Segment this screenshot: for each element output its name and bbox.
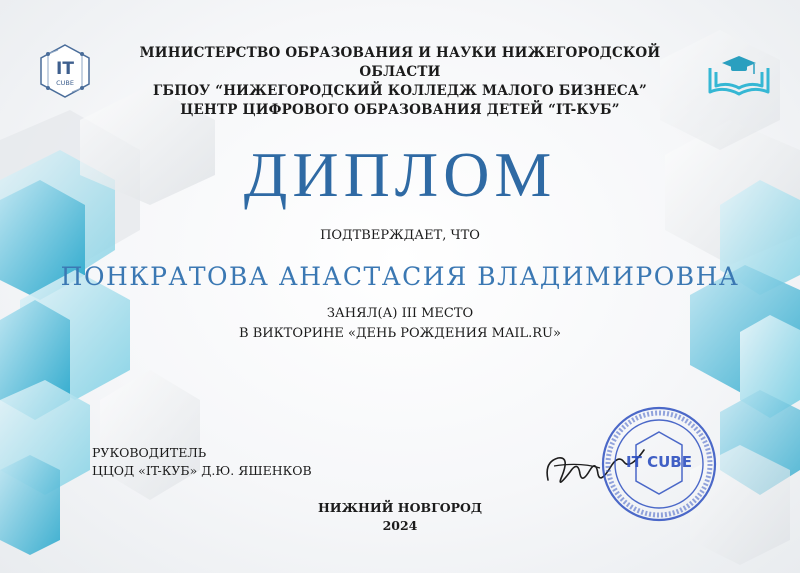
- recipient-name: ПОНКРАТОВА АНАСТАСИЯ ВЛАДИМИРОВНА: [60, 262, 740, 291]
- diploma-title: ДИПЛОМ: [243, 139, 557, 210]
- confirm-text: ПОДТВЕРЖДАЕТ, ЧТО: [320, 228, 480, 243]
- header-ministry: МИНИСТЕРСТВО ОБРАЗОВАНИЯ И НАУКИ НИЖЕГОРОДСКОЙ ОБЛАСТИ: [139, 45, 661, 80]
- header-center: ЦЕНТР ЦИФРОВОГО ОБРАЗОВАНИЯ ДЕТЕЙ “IT-КУБ”: [180, 102, 620, 118]
- header-college: ГБПОУ “НИЖЕГОРОДСКИЙ КОЛЛЕДЖ МАЛОГО БИЗНЕСА”: [153, 83, 647, 99]
- footer-year: 2024: [382, 518, 418, 533]
- signatory-name: ЦЦОД «IT-КУБ» Д.Ю. ЯШЕНКОВ: [92, 463, 312, 478]
- footer-place-date: [0, 499, 800, 535]
- logo-it-text: IT: [56, 59, 74, 79]
- achievement-place: ЗАНЯЛ(А) III МЕСТО: [326, 306, 474, 321]
- issuer-header: [100, 44, 700, 120]
- signatory-title: РУКОВОДИТЕЛЬ: [92, 445, 207, 460]
- logo-cube-text: CUBE: [56, 79, 74, 87]
- stamp-logo-text: IT CUBE: [626, 453, 692, 471]
- signatory-block: [92, 444, 312, 480]
- it-cube-logo: [36, 42, 94, 100]
- achievement-text: [0, 304, 800, 344]
- graduation-book-icon: [706, 52, 772, 100]
- achievement-event: В ВИКТОРИНЕ «ДЕНЬ РОЖДЕНИЯ MAIL.RU»: [239, 326, 561, 341]
- footer-city: НИЖНИЙ НОВГОРОД: [318, 500, 482, 515]
